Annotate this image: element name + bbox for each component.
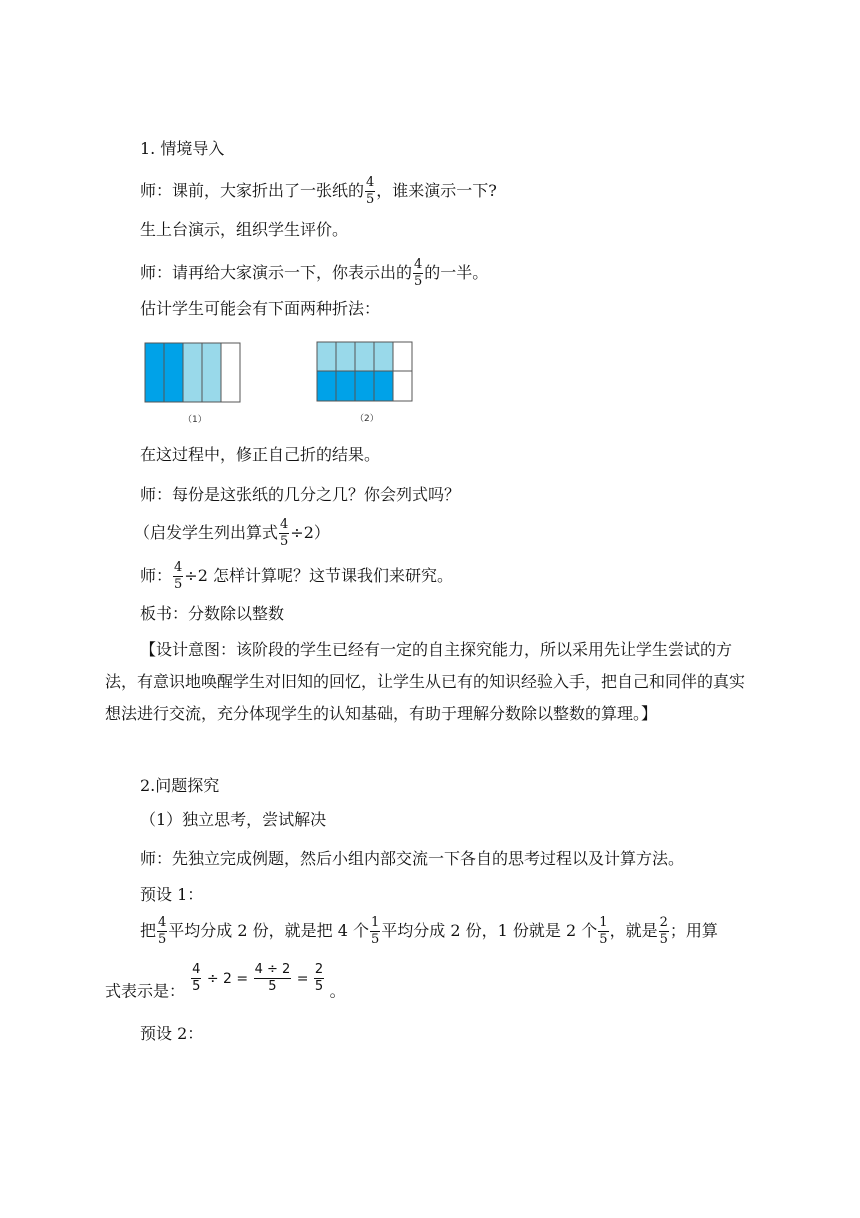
text: 平均分成 2 份，1 份就是 2 个 xyxy=(381,921,598,940)
fold-cell xyxy=(183,343,202,402)
text: 式表示是： xyxy=(105,981,186,1001)
figure-1-caption: （1） xyxy=(183,415,207,425)
text: ，谁来演示一下? xyxy=(376,181,497,200)
fold-cell xyxy=(355,342,374,371)
text: ÷2） xyxy=(290,523,330,542)
fraction-4-5: $\frac{4}{5}$ xyxy=(174,560,183,592)
figure-2-caption: （2） xyxy=(355,414,379,424)
fold-cell xyxy=(145,343,164,402)
fold-cell xyxy=(393,342,412,371)
section-1-heading: 1. 情境导入 xyxy=(140,139,225,158)
equals: = xyxy=(296,970,309,987)
fraction-1-5: $\frac{1}{5}$ xyxy=(599,915,608,947)
text: ，就是 xyxy=(609,921,658,940)
line-blackboard: 板书：分数除以整数 xyxy=(140,604,285,623)
folding-figure-2 xyxy=(316,341,416,403)
fraction-4-5: $\frac{4}{5}$ xyxy=(158,915,167,947)
preset-2-label: 预设 2： xyxy=(140,1024,204,1043)
line-teacher-folded xyxy=(140,176,497,207)
design-intent-paragraph: 【设计意图：该阶段的学生已经有一定的自主探究能力，所以采用先让学生尝试的方法，有意识地唤醒学生对旧知的回忆，让学生从已有的知识经验入手，把自己和同伴的真实想法进行交流，充分体现学生的认知基础，有助于理解分数除以整数的算理。】 xyxy=(105,640,746,723)
text: 平均分成 2 份，就是把 4 个 xyxy=(168,921,370,940)
fraction-4-5: $\frac{4}{5}$ xyxy=(414,257,423,289)
line-teacher-half xyxy=(140,258,488,289)
text: 。 xyxy=(329,981,346,1001)
text: ；用算 xyxy=(669,921,718,940)
fold-cell xyxy=(317,342,336,371)
fraction-calc: $\frac{4 \div 2}{5}$ xyxy=(254,962,291,994)
text: ÷2 怎样计算呢？这节课我们来研究。 xyxy=(184,566,453,585)
section-2-heading: 2.问题探究 xyxy=(140,776,220,795)
section-2-subheading: （1）独立思考，尝试解决 xyxy=(140,810,327,829)
text: 师：课前，大家折出了一张纸的 xyxy=(140,181,365,200)
fraction-2-5: $\frac{2}{5}$ xyxy=(659,915,668,947)
fold-cell xyxy=(374,342,393,371)
fold-cell xyxy=(374,371,393,401)
text: 师：请再给大家演示一下，你表示出的 xyxy=(140,263,413,282)
fold-cell xyxy=(317,371,336,401)
line-independent-work: 师：先独立完成例题，然后小组内部交流一下各自的思考过程以及计算方法。 xyxy=(140,849,685,868)
fold-cell xyxy=(336,371,355,401)
fold-cell xyxy=(221,343,240,402)
line-estimate: 估计学生可能会有下面两种折法： xyxy=(140,299,381,318)
text: 把 xyxy=(140,921,157,940)
fraction-4-5: $\frac{4}{5}$ xyxy=(280,517,289,549)
fold-cell xyxy=(202,343,221,402)
line-teacher-question: 师：每份是这张纸的几分之几？你会列式吗？ xyxy=(140,485,461,504)
divide-equals: ÷ 2 = xyxy=(206,970,249,987)
formula xyxy=(190,962,330,994)
fraction-2-5: $\frac{2}{5}$ xyxy=(314,962,324,994)
preset-1-formula xyxy=(105,963,346,1003)
line-student-demo: 生上台演示，组织学生评价。 xyxy=(140,220,349,239)
fold-cell xyxy=(355,371,374,401)
fraction-4-5: $\frac{4}{5}$ xyxy=(192,962,201,994)
fold-cell xyxy=(164,343,183,402)
text: 师： xyxy=(140,566,173,585)
fraction-4-5: $\frac{4}{5}$ xyxy=(366,175,375,207)
line-correct-result: 在这过程中，修正自己折的结果。 xyxy=(140,445,381,464)
line-inspire-formula xyxy=(134,518,330,549)
text: 的一半。 xyxy=(424,263,489,282)
folding-figure-1 xyxy=(144,342,244,404)
line-how-compute xyxy=(140,561,453,592)
preset-1-label: 预设 1： xyxy=(140,885,204,904)
fraction-1-5: $\frac{1}{5}$ xyxy=(371,915,380,947)
text: （启发学生列出算式 xyxy=(134,523,279,542)
preset-1-explanation xyxy=(140,916,718,947)
fold-cell xyxy=(393,371,412,401)
fold-cell xyxy=(336,342,355,371)
